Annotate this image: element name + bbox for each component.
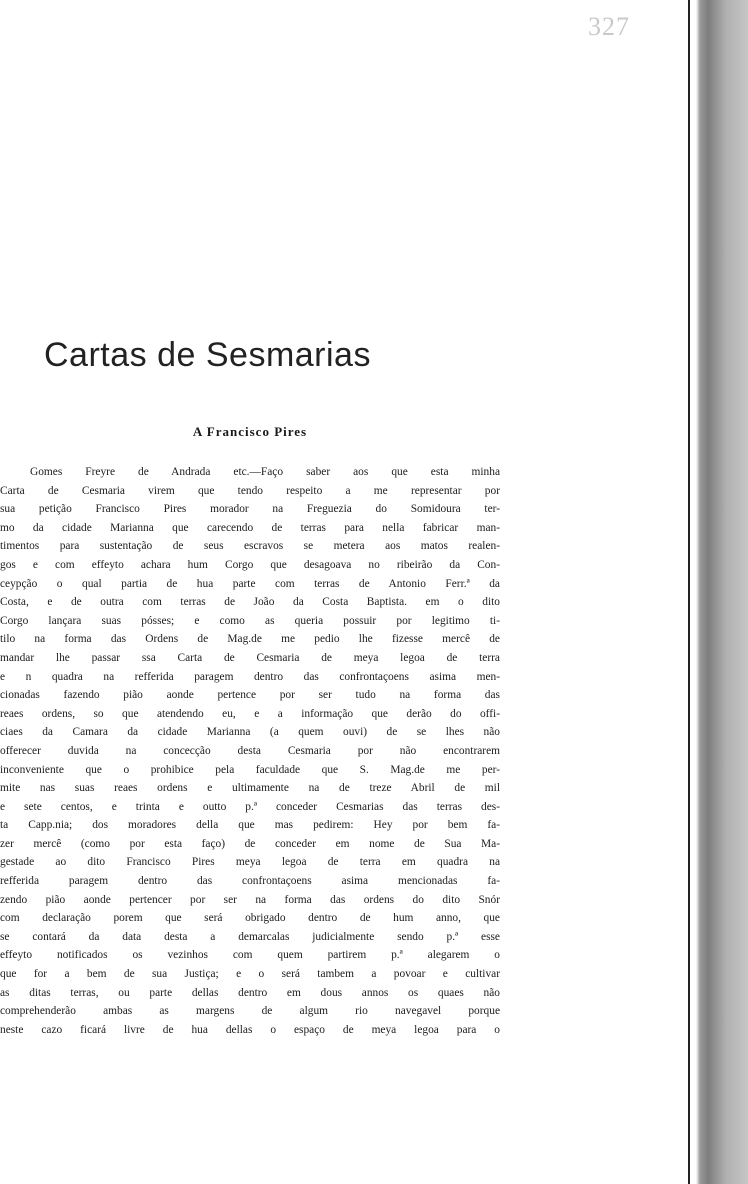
text-line: neste cazo ficará livre de hua dellas o espaço de meya legoa para o	[0, 1023, 500, 1036]
page-title: Cartas de Sesmarias	[44, 336, 371, 374]
text-line: que for a bem de sua Justiça; e o será tambem a povoar e cultivar	[0, 968, 500, 981]
binding-shadow	[696, 0, 748, 1184]
binding-edge-line	[688, 0, 690, 1184]
document-body	[0, 463, 500, 1039]
text-line: mo da cidade Marianna que carecendo de terras para nella fabricar man-	[0, 521, 500, 534]
text-line: gestade ao dito Francisco Pires meya legoa de terra em quadra na	[0, 856, 500, 869]
text-line: reaes ordens, so que atendendo eu, e a informação que derão do offi-	[0, 707, 500, 720]
text-line: mite nas suas reaes ordens e ultimamente na de treze Abril de mil	[0, 782, 500, 795]
text-line: se contará da data desta a demarcalas judicialmente sendo p.ª esse	[0, 930, 500, 943]
text-line: sua petição Francisco Pires morador na Freguezia do Somidoura ter-	[0, 503, 500, 516]
text-line: e sete centos, e trinta e outto p.ª conceder Cesmarias das terras des-	[0, 800, 500, 813]
text-line: refferida paragem dentro das confrontaçoens asima mencionadas fa-	[0, 875, 500, 888]
page-number: 327	[588, 12, 630, 41]
text-line: timentos para sustentação de seus escravos se metera aos matos realen-	[0, 540, 500, 553]
text-line: com declaração porem que será obrigado dentro de hum anno, que	[0, 912, 500, 925]
text-line: ta Capp.nia; dos moradores della que mas pedirem: Hey por bem fa-	[0, 819, 500, 832]
text-line: inconveniente que o prohibice pela faculdade que S. Mag.de me per-	[0, 763, 500, 776]
text-line: Carta de Cesmaria virem que tendo respeito a me representar por	[0, 484, 500, 497]
section-heading: A Francisco Pires	[192, 424, 308, 439]
text-line: comprehenderão ambas as margens de algum rio navegavel porque	[0, 1005, 500, 1018]
text-line: e n quadra na refferida paragem dentro das confrontaçoens asima men-	[0, 670, 500, 683]
text-line: as ditas terras, ou parte dellas dentro em dous annos os quaes não	[0, 986, 500, 999]
text-line: gos e com effeyto achara hum Corgo que desagoava no ribeirão da Con-	[0, 558, 500, 571]
text-line: zer mercê (como por esta faço) de conceder em nome de Sua Ma-	[0, 837, 500, 850]
text-line: ceypção o qual partia de hua parte com terras de Antonio Ferr.ª da	[0, 577, 500, 590]
text-line: cionadas fazendo pião aonde pertence por ser tudo na forma das	[0, 689, 500, 702]
text-line: Gomes Freyre de Andrada etc.—Faço saber aos que esta minha	[30, 466, 500, 478]
text-line: effeyto notificados os vezinhos com quem partirem p.ª alegarem o	[0, 949, 500, 962]
text-line: mandar lhe passar ssa Carta de Cesmaria de meya legoa de terra	[0, 651, 500, 664]
text-line: Costa, e de outra com terras de João da Costa Baptista. em o dito	[0, 596, 500, 609]
text-line: offerecer duvida na concecção desta Cesmaria por não encontrarem	[0, 744, 500, 757]
text-line: ciaes da Camara da cidade Marianna (a quem ouvi) de se lhes não	[0, 726, 500, 739]
text-line: zendo pião aonde pertencer por ser na forma das ordens do dito Snór	[0, 893, 500, 906]
text-line: Corgo lançara suas pósses; e como as queria possuir por legitimo ti-	[0, 614, 500, 627]
text-line: tilo na forma das Ordens de Mag.de me pedio lhe fizesse mercê de	[0, 633, 500, 646]
